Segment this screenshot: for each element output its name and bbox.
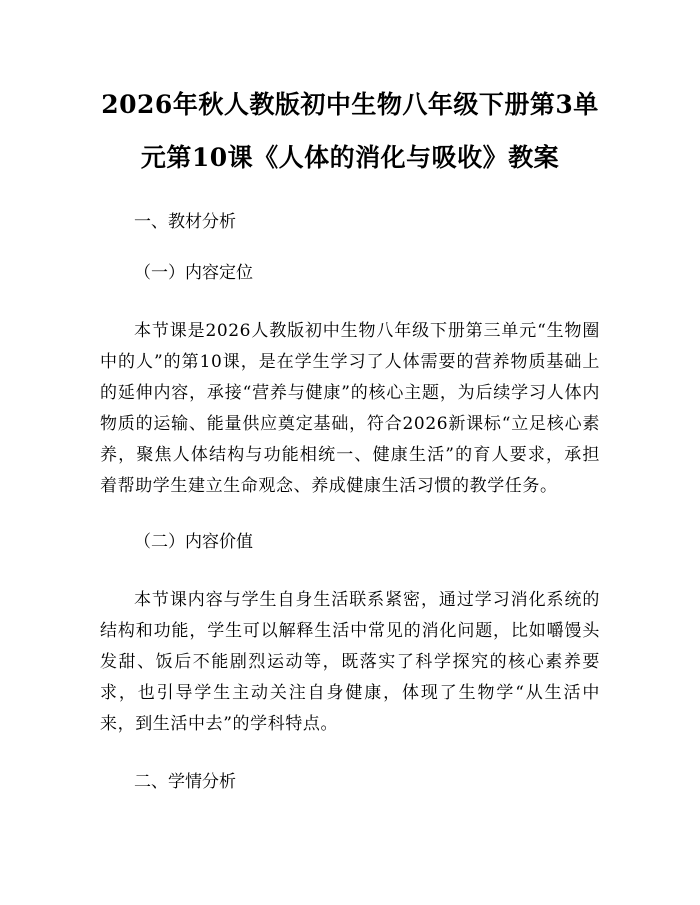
paragraph-content-value: 本节课内容与学生自身生活联系紧密，通过学习消化系统的结构和功能，学生可以解释生活中常见的消化问题，比如嚼馒头发甜、饭后不能剧烈运动等，既落实了科学探究的核心素养要求，也引导学生主动关注自身健康，体现了生物学“从生活中来，到生活中去”的学科特点。 <box>100 590 600 734</box>
section-heading-learner-analysis: 二、学情分析 <box>134 772 236 792</box>
document-title: 2026年秋人教版初中生物八年级下册第3单元第10课《人体的消化与吸收》教案 <box>101 90 599 172</box>
subsection-heading-content-value: （二）内容价值 <box>134 532 253 552</box>
section-heading-teaching-material-analysis: 一、教材分析 <box>134 212 236 232</box>
paragraph-content-positioning: 本节课是2026人教版初中生物八年级下册第三单元“生物圈中的人”的第10课，是在学生学习了人体需要的营养物质基础上的延伸内容，承接“营养与健康”的核心主题，为后续学习人体内物质的运输、能量供应奠定基础，符合2026新课标“立足核心素养，聚焦人体结构与功能相统一、健康生活”的育人要求，承担着帮助学生建立生命观念、养成健康生活习惯的教学任务。 <box>100 321 600 496</box>
subsection-heading-content-positioning: （一）内容定位 <box>134 263 253 283</box>
